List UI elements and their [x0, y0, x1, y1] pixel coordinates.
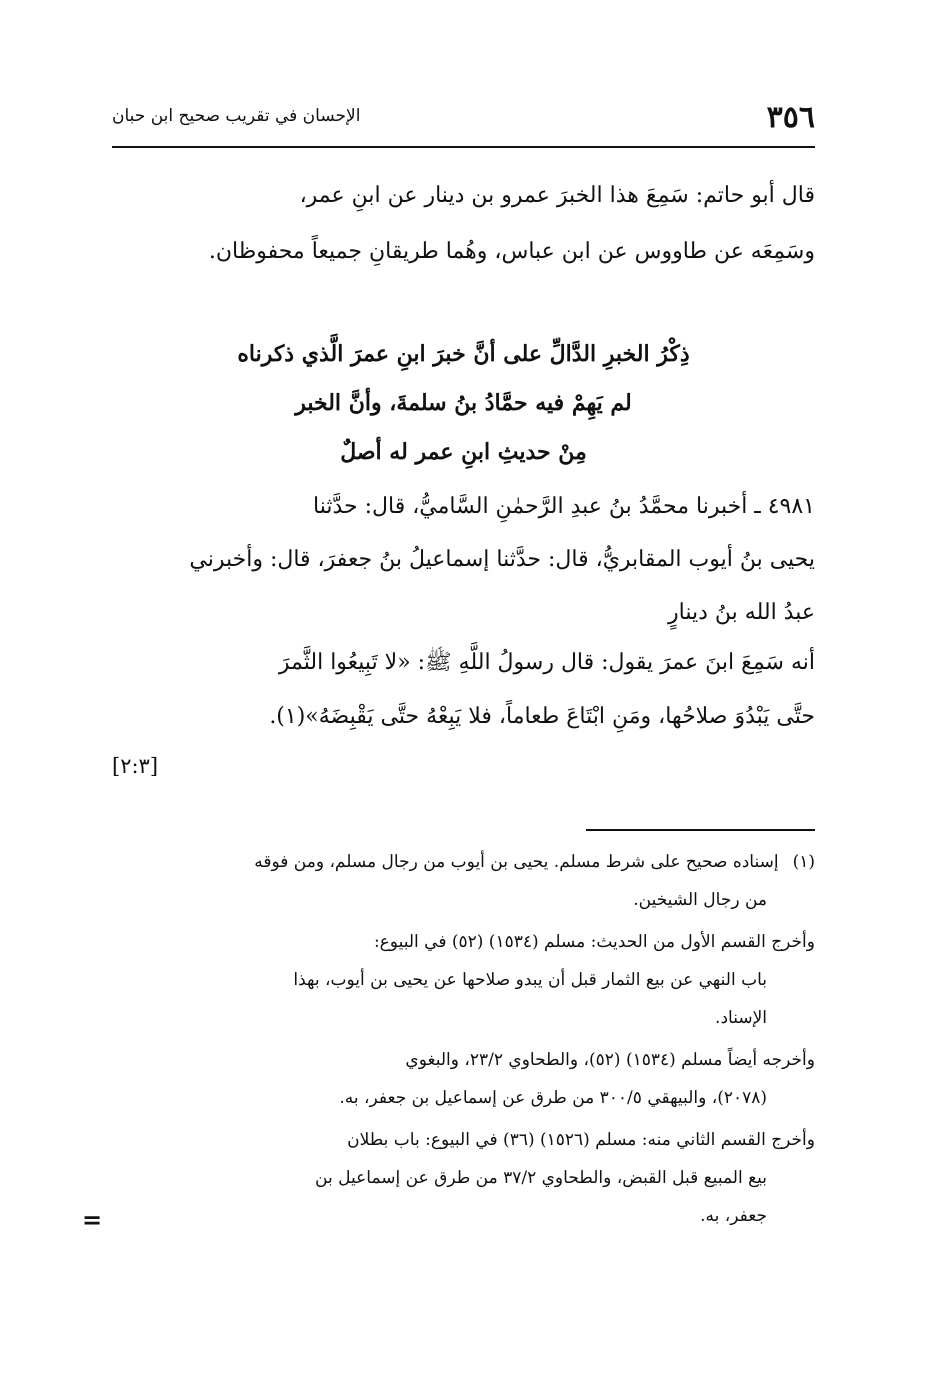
matn-line: حتَّى يَبْدُوَ صلاحُها، ومَنِ ابْتَاعَ طعاماً، فلا يَبِعْهُ حتَّى يَقْبِضَهُ»(١).	[269, 704, 815, 729]
footnote-line: وأخرج القسم الأول من الحديث: مسلم (١٥٣٤) (٥٢) في البيوع:	[373, 932, 815, 952]
hadith-matn	[112, 636, 815, 744]
hadith-isnad	[112, 480, 815, 639]
footnote-paragraph	[112, 923, 815, 1037]
footnote-paragraph	[112, 1121, 815, 1235]
isnad-line: ٤٩٨١ ـ أخبرنا محمَّدُ بنُ عبدِ الرَّحمٰنِ السَّاميُّ، قال: حدَّثنا	[312, 494, 815, 519]
continuation-mark: =	[82, 1205, 103, 1234]
intro-line: قال أبو حاتم: سَمِعَ هذا الخبرَ عمرو بن دينار عن ابنِ عمر،	[299, 183, 815, 208]
footnote-paragraph	[112, 843, 815, 919]
header-rule	[112, 146, 815, 148]
isnad-line: عبدُ الله بنُ دينارٍ	[668, 600, 815, 625]
footnote-line: وأخرجه أيضاً مسلم (١٥٣٤) (٥٢)، والطحاوي ٢٣/٢، والبغوي	[405, 1050, 815, 1070]
intro-line: وسَمِعَه عن طاووس عن ابن عباس، وهُما طريقانِ جميعاً محفوظان.	[208, 239, 815, 264]
chapter-heading	[112, 330, 815, 477]
chapter-heading-line: مِنْ حديثِ ابنِ عمر له أصلٌ	[340, 439, 587, 465]
intro-paragraph	[112, 168, 815, 280]
footnote-number: (١)	[792, 852, 815, 872]
isnad-line: يحيى بنُ أيوب المقابريُّ، قال: حدَّثنا إسماعيلُ بنُ جعفرَ، قال: وأخبرني	[189, 547, 815, 572]
chapter-heading-line: ذِكْرُ الخبرِ الدَّالِّ على أنَّ خبرَ ابنِ عمرَ الَّذي ذكرناه	[237, 341, 690, 367]
footnote-line: من رجال الشيخين.	[633, 890, 767, 910]
footnote-text: إسناده صحيح على شرط مسلم. يحيى بن أيوب من رجال مسلم، ومن فوقه	[254, 852, 779, 872]
chapter-heading-line: لم يَهِمْ فيه حمَّادُ بنُ سلمةَ، وأنَّ الخبر	[295, 390, 632, 416]
footnote-line: بيع المبيع قبل القبض، والطحاوي ٣٧/٢ من طرق عن إسماعيل بن	[315, 1168, 767, 1188]
page-header	[112, 98, 815, 142]
page-number: ٣٥٦	[766, 100, 815, 135]
footnote-line: الإسناد.	[715, 1008, 767, 1028]
footnote-rule	[586, 829, 815, 831]
running-title: الإحسان في تقريب صحيح ابن حبان	[112, 106, 361, 126]
footnote-line: باب النهي عن بيع الثمار قبل أن يبدو صلاحها عن يحيى بن أيوب، بهذا	[293, 970, 767, 990]
footnote-paragraph	[112, 1041, 815, 1117]
footnotes	[112, 843, 815, 1239]
footnote-line: جعفر، به.	[700, 1206, 767, 1226]
matn-line: أنه سَمِعَ ابنَ عمرَ يقول: قال رسولُ اللَّهِ ﷺ: «لا تَبِيعُوا الثَّمرَ	[278, 650, 815, 675]
footnote-line: (٢٠٧٨)، والبيهقي ٣٠٠/٥ من طرق عن إسماعيل بن جعفر، به.	[339, 1088, 767, 1108]
footnote-line: وأخرج القسم الثاني منه: مسلم (١٥٢٦) (٣٦) في البيوع: باب بطلان	[347, 1130, 815, 1150]
volume-reference: [٢:٣]	[112, 754, 159, 778]
footnote-line	[112, 843, 815, 881]
